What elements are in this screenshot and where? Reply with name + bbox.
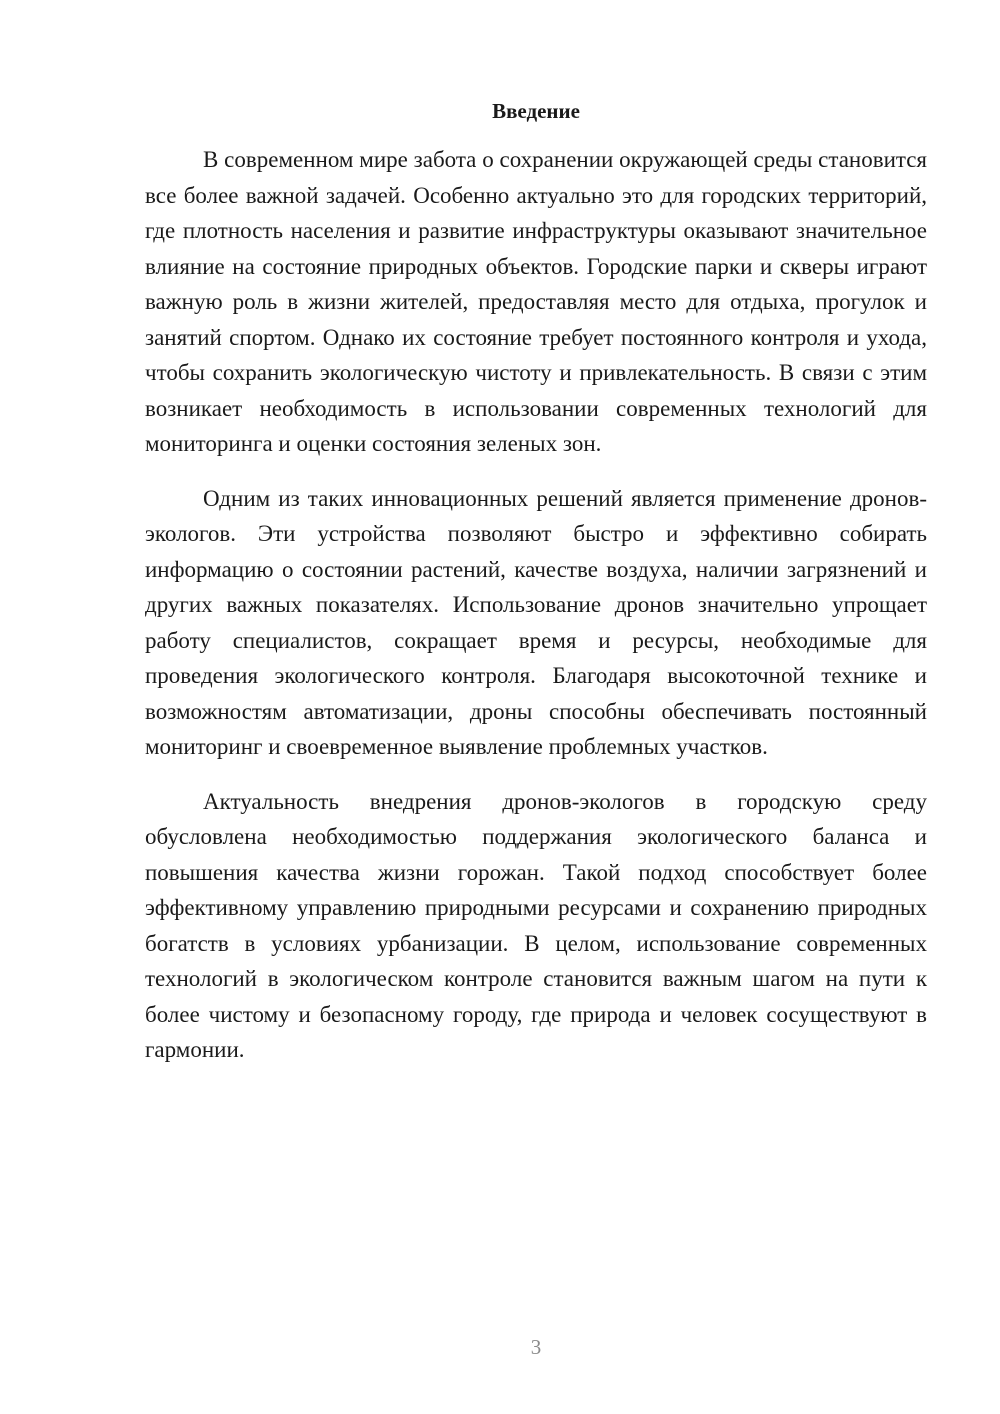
paragraph-3: Актуальность внедрения дронов-экологов в городскую среду обусловлена необходимостью поддержания экологического баланса и повышения качества жизни горожан. Такой подход способствует более эффективному управлению природными ресурсами и сохранению природных богатств в условиях урбанизации. В целом, использование современных технологий в экологическом контроле становится важным шагом на пути к более чистому и безопасному городу, где природа и человек сосуществуют в гармонии. (145, 788, 927, 1062)
body-text (145, 142, 927, 1087)
paragraph-1: В современном мире забота о сохранении окружающей среды становится все более важной задачей. Особенно актуально это для городских территорий, где плотность населения и развитие инфраструктуры оказывают значительное влияние на состояние природных объектов. Городские парки и скверы играют важную роль в жизни жителей, предоставляя место для отдыха, прогулок и занятий спортом. Однако их состояние требует постоянного контроля и ухода, чтобы сохранить экологическую чистоту и привлекательность. В связи с этим возникает необходимость в использовании современных технологий для мониторинга и оценки состояния зеленых зон. (145, 147, 927, 456)
paragraph-2: Одним из таких инновационных решений является применение дронов-экологов. Эти устройства позволяют быстро и эффективно собирать информацию о состоянии растений, качестве воздуха, наличии загрязнений и других важных показателях. Использование дронов значительно упрощает работу специалистов, сокращает время и ресурсы, необходимые для проведения экологического контроля. Благодаря высокоточной технике и возможностям автоматизации, дроны способны обеспечивать постоянный мониторинг и своевременное выявление проблемных участков. (145, 485, 927, 759)
page-number: 3 (530, 1335, 542, 1359)
section-title: Введение (492, 99, 580, 123)
